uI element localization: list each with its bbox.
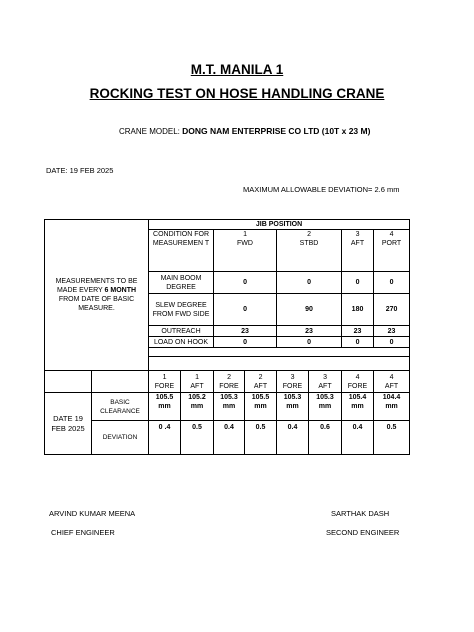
measure-note-a: MEASUREMENTS TO BE MADE EVERY — [55, 278, 138, 294]
signature-left-name: ARVIND KUMAR MEENA — [49, 509, 136, 518]
row-label-slew: SLEW DEGREE FROM FWD SIDE — [149, 294, 214, 326]
sub-header: 4 FORE — [342, 371, 374, 393]
sub-header: 4 AFT — [374, 371, 410, 393]
deviation-value: 0.6 — [309, 421, 342, 455]
blank-cell — [92, 371, 149, 393]
sub-header: 2 AFT — [245, 371, 277, 393]
condition-label: CONDITION FOR MEASUREMEN T — [149, 230, 214, 272]
measure-note-interval: 6 MONTH — [104, 287, 137, 294]
outreach-value: 23 — [214, 326, 277, 337]
position-num: 1 — [243, 231, 247, 238]
deviation-value: 0 .4 — [149, 421, 181, 455]
basic-clearance-value: 105.3 mm — [309, 393, 342, 421]
deviation-label: DEVIATION — [92, 421, 149, 455]
measure-note-c: FROM DATE OF BASIC MEASURE. — [58, 296, 135, 312]
slew-value: 180 — [342, 294, 374, 326]
ship-name: M.T. MANILA 1 — [190, 62, 284, 77]
max-deviation: MAXIMUM ALLOWABLE DEVIATION= 2.6 mm — [243, 185, 400, 194]
main-boom-value: 0 — [374, 272, 410, 294]
slew-value: 90 — [277, 294, 342, 326]
date-line: DATE: 19 FEB 2025 — [46, 166, 114, 175]
jib-position-header: JIB POSITION — [149, 220, 410, 230]
sub-header: 1 AFT — [181, 371, 214, 393]
position-name: FWD — [237, 240, 253, 247]
position-num: 4 — [389, 231, 394, 238]
row-label-main-boom: MAIN BOOM DEGREE — [149, 272, 214, 294]
basic-clearance-value: 104.4 mm — [374, 393, 410, 421]
deviation-value: 0.5 — [181, 421, 214, 455]
basic-clearance-label: BASIC CLEARANCE — [92, 393, 149, 421]
load-value: 0 — [214, 337, 277, 348]
basic-clearance-value: 105.5 mm — [149, 393, 181, 421]
sub-header: 3 FORE — [277, 371, 309, 393]
position-1-header — [214, 230, 277, 272]
position-name: STBD — [299, 240, 319, 247]
position-4-header — [374, 230, 410, 272]
load-value: 0 — [277, 337, 342, 348]
position-3-header — [342, 230, 374, 272]
outreach-value: 23 — [342, 326, 374, 337]
main-boom-value: 0 — [342, 272, 374, 294]
sub-header: 2 FORE — [214, 371, 245, 393]
main-boom-value: 0 — [277, 272, 342, 294]
position-name: PORT — [381, 240, 402, 247]
deviation-value: 0.5 — [374, 421, 410, 455]
crane-model-label: CRANE MODEL: — [119, 127, 180, 136]
basic-clearance-value: 105.2 mm — [181, 393, 214, 421]
row-label-outreach: OUTREACH — [149, 326, 214, 337]
outreach-value: 23 — [277, 326, 342, 337]
signature-left-title: CHIEF ENGINEER — [51, 528, 115, 537]
load-value: 0 — [342, 337, 374, 348]
measurement-note-cell — [45, 220, 149, 371]
sub-header: 3 AFT — [309, 371, 342, 393]
main-boom-value: 0 — [214, 272, 277, 294]
rocking-test-table — [44, 219, 410, 455]
test-title: ROCKING TEST ON HOSE HANDLING CRANE — [89, 86, 385, 101]
outreach-value: 23 — [374, 326, 410, 337]
position-name: AFT — [350, 240, 365, 247]
load-value: 0 — [374, 337, 410, 348]
date-cell: DATE 19 FEB 2025 — [45, 393, 92, 455]
deviation-value: 0.4 — [214, 421, 245, 455]
blank-cell — [45, 371, 92, 393]
deviation-value: 0.4 — [342, 421, 374, 455]
basic-clearance-value: 105.5 mm — [245, 393, 277, 421]
row-label-load: LOAD ON HOOK — [149, 337, 214, 348]
deviation-value: 0.4 — [277, 421, 309, 455]
sub-header: 1 FORE — [149, 371, 181, 393]
position-2-header — [277, 230, 342, 272]
basic-clearance-value: 105.3 mm — [214, 393, 245, 421]
position-num: 3 — [355, 231, 360, 238]
spacer-row — [149, 348, 410, 357]
spacer-row — [149, 357, 410, 371]
signature-right-name: SARTHAK DASH — [331, 509, 390, 518]
deviation-value: 0.5 — [245, 421, 277, 455]
slew-value: 0 — [214, 294, 277, 326]
slew-value: 270 — [374, 294, 410, 326]
crane-model-value: DONG NAM ENTERPRISE CO LTD (10T x 23 M) — [182, 126, 371, 136]
basic-clearance-value: 105.3 mm — [277, 393, 309, 421]
basic-clearance-value: 105.4 mm — [342, 393, 374, 421]
signature-right-title: SECOND ENGINEER — [326, 528, 400, 537]
position-num: 2 — [307, 231, 311, 238]
crane-model-line — [119, 126, 370, 136]
